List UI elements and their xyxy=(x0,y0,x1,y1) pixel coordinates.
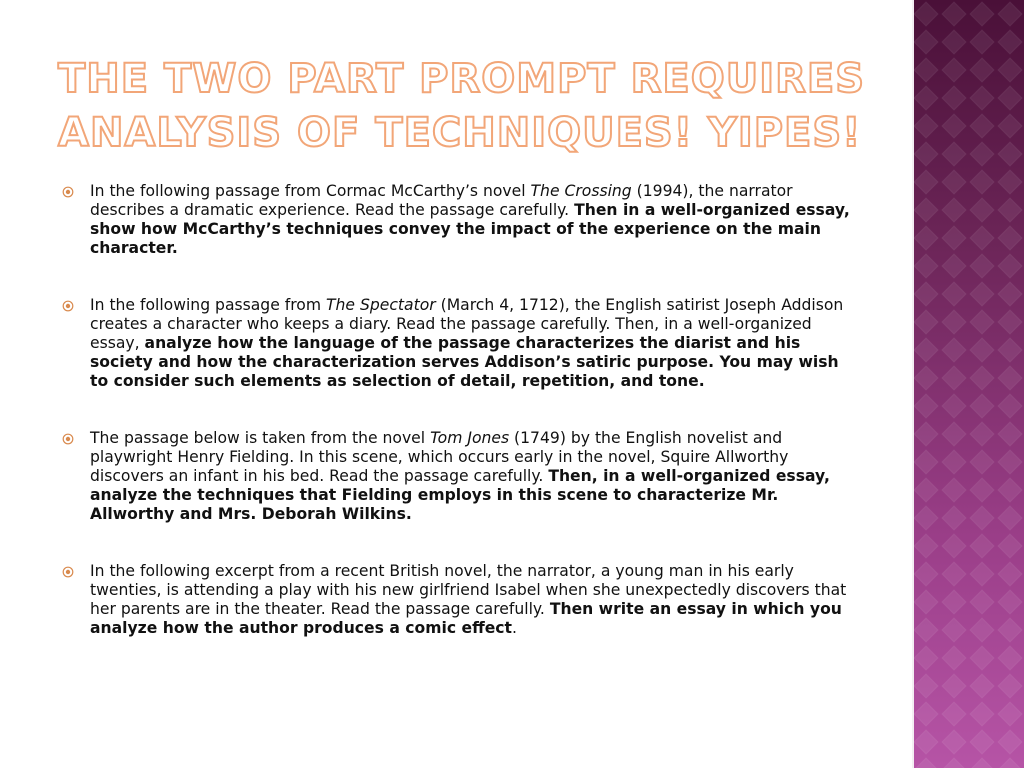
text-run-italic: Tom Jones xyxy=(430,429,510,447)
text-run: In the following passage from Cormac McCarthy’s novel xyxy=(90,182,531,200)
text-run: (1749) by the English novelist and playwright Henry Fielding. In this scene, which occurs early in the novel, Squire Allworthy discovers an infant in his bed. Read the passage carefully. xyxy=(90,429,789,485)
text-run-italic: The Spectator xyxy=(326,296,436,314)
circled-dot-icon xyxy=(62,429,90,445)
text-run: In the following passage from xyxy=(90,296,326,314)
bullet-text xyxy=(90,296,852,391)
circled-dot-icon xyxy=(62,296,90,312)
slide-title xyxy=(58,52,898,160)
circled-dot-icon xyxy=(62,182,90,198)
title-line-2: ANALYSIS OF TECHNIQUES! YIPES! xyxy=(58,110,862,156)
bullet-item xyxy=(62,296,852,391)
text-run: The passage below is taken from the novel xyxy=(90,429,431,447)
bullet-item xyxy=(62,182,852,258)
text-run: In the following excerpt from a recent British novel, the narrator, a young man in his early twenties, is attending a play with his new girlfriend Isabel when she unexpectedly discovers that her parents are in the theater. Read the passage carefully. xyxy=(90,562,847,618)
diamond-pattern xyxy=(912,0,1024,768)
text-run-bold: analyze how the language of the passage characterizes the diarist and his society and how the characterization serves Addison’s satiric purpose. You may wish to consider such elements as selection of detail, repetition, and tone. xyxy=(90,334,839,390)
bullet-list xyxy=(62,182,852,676)
bullet-item xyxy=(62,429,852,524)
bullet-text xyxy=(90,429,852,524)
text-run: (March 4, 1712), the English satirist Joseph Addison creates a character who keeps a diary. Read the passage carefully. Then, in a well-organized essay, xyxy=(90,296,844,352)
text-run-italic: The Crossing xyxy=(530,182,632,200)
text-run-bold: Then, in a well-organized essay, analyze the techniques that Fielding employs in this scene to characterize Mr. Allworthy and Mrs. Deborah Wilkins. xyxy=(90,467,830,523)
bullet-item xyxy=(62,562,852,638)
circled-dot-icon xyxy=(62,562,90,578)
bullet-text xyxy=(90,562,852,638)
sidebar-divider xyxy=(912,0,914,768)
text-run-bold: Then in a well-organized essay, show how McCarthy’s techniques convey the impact of the experience on the main character. xyxy=(90,201,850,257)
text-run: . xyxy=(511,619,517,637)
decorative-sidebar xyxy=(912,0,1024,768)
text-run: (1994), the narrator describes a dramatic experience. Read the passage carefully. xyxy=(90,182,793,219)
text-run-bold: Then write an essay in which you analyze how the author produces a comic effect xyxy=(90,600,842,637)
bullet-text xyxy=(90,182,852,258)
title-line-1: THE TWO PART PROMPT REQUIRES xyxy=(58,56,866,102)
